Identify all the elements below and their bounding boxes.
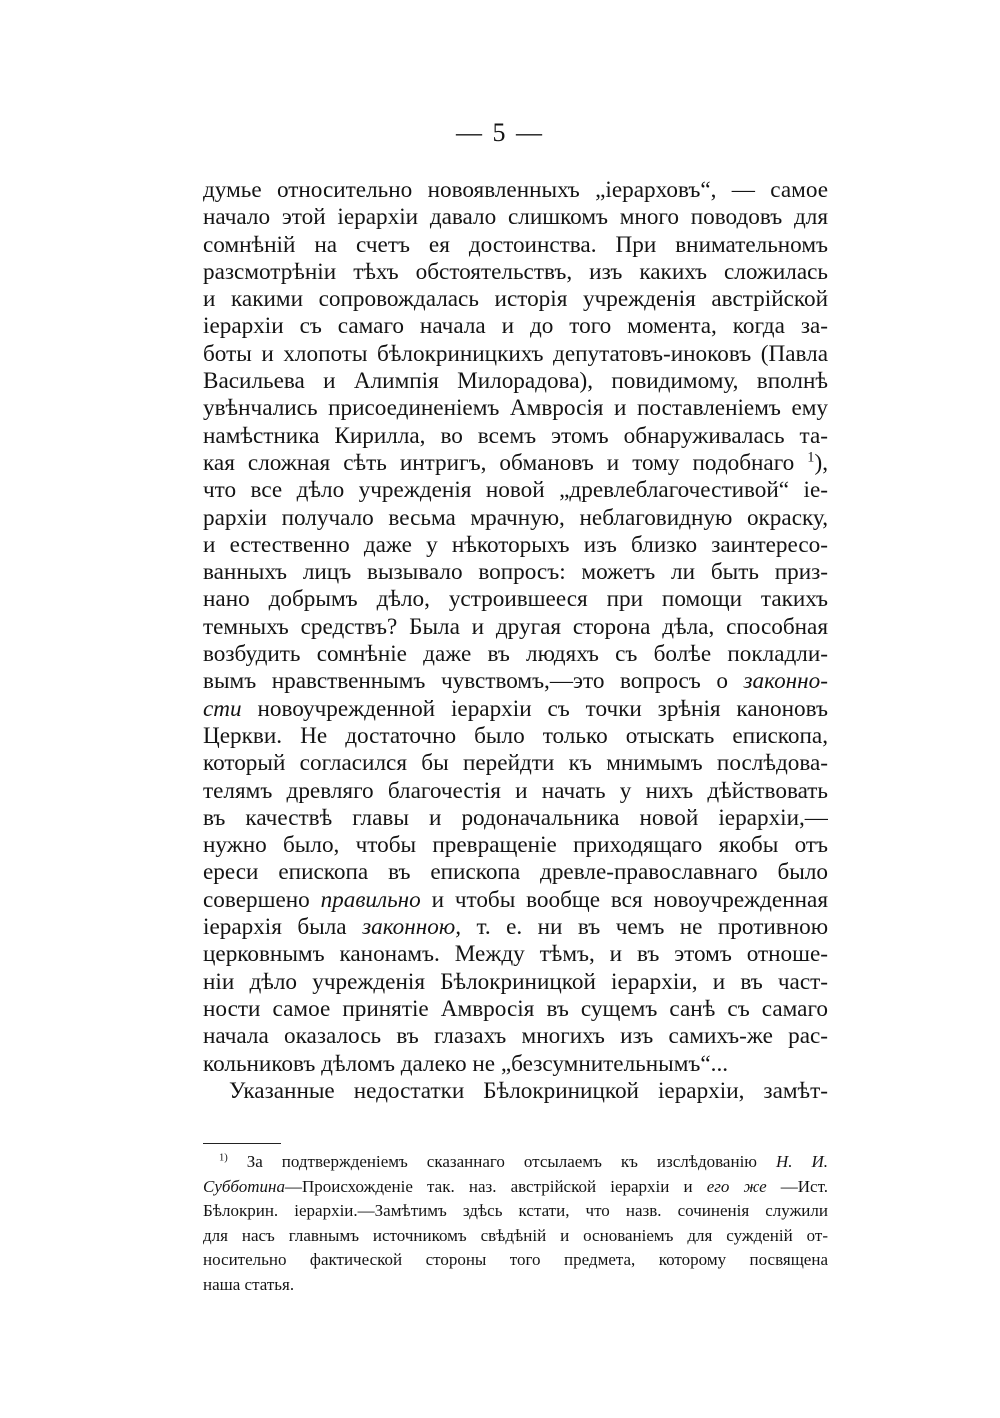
text-line: Церкви. Не достаточно было только отыскать епископа, xyxy=(203,722,828,749)
footnote-line xyxy=(203,1150,828,1175)
footnote-line: наша статья. xyxy=(203,1274,295,1294)
text-line: думье относительно новоявленныхъ „iерарховъ“, — самое xyxy=(203,177,828,203)
footnote-reference: 1 xyxy=(807,449,815,466)
text-line: боты и хлопоты бѣлокриницкихъ депутатовъ-иноковъ (Павла xyxy=(203,340,828,367)
text-run: —Ист. xyxy=(780,1176,828,1196)
text-line: сомнѣнiй на счетъ ея достоинства. При внимательномъ xyxy=(203,231,828,258)
text-line: который согласился бы перейдти къ мнимымъ послѣдова- xyxy=(203,750,828,777)
text-line: нано добрымъ дѣло, устроившееся при помощи такихъ xyxy=(203,586,828,613)
text-line xyxy=(203,887,828,914)
text-line: и какими сопровождалась исторiя учрежденiя австрiйской xyxy=(203,286,828,313)
text-line: начало этой iерархiи давало слишкомъ много поводовъ для xyxy=(203,204,828,231)
text-line: намѣстника Кирилла, во всемъ этомъ обнаруживалась та- xyxy=(203,422,828,449)
text-line: iерархiи съ самаго начала и до того момента, когда за- xyxy=(203,313,828,340)
text-line: что все дѣло учрежденiя новой „древлеблагочестивой“ iе- xyxy=(203,477,828,504)
text-line xyxy=(203,696,828,723)
text-line: телямъ древляго благочестiя и начать у нихъ дѣйствовать xyxy=(203,777,828,804)
text-line: ванныхъ лицъ вызывало вопросъ: можетъ ли быть приз- xyxy=(203,559,828,586)
text-line: рархiи получало весьма мрачную, неблаговидную окраску, xyxy=(203,504,828,531)
text-line: увѣнчались присоединенiемъ Амвросiя и поставленiемъ ему xyxy=(203,395,828,422)
text-line: возбудить сомнѣнiе даже въ людяхъ съ болѣе покладли- xyxy=(203,641,828,668)
text-line xyxy=(203,450,828,477)
body-text xyxy=(203,177,828,1105)
text-line xyxy=(203,668,828,695)
text-line: въ качествѣ главы и родоначальника новой iерархiи,— xyxy=(203,804,828,831)
text-line: Указанные недостатки Бѣлокриницкой iерархiи, замѣт- xyxy=(229,1077,828,1104)
italic-emphasis: сти xyxy=(203,695,242,722)
text-run: вымъ нравственнымъ чувствомъ,—это вопросъ о xyxy=(203,668,728,695)
italic-emphasis: Н. И. xyxy=(775,1152,828,1171)
text-line: нужно было, чтобы превращенiе приходящаго якобы отъ xyxy=(203,832,828,859)
footnote-line: для насъ главнымъ источникомъ свѣдѣнiй и основанiемъ для сужденiй от- xyxy=(203,1225,828,1245)
text-run: За подтвержденiемъ сказаннаго отсылаемъ къ изслѣдованiю xyxy=(246,1152,757,1171)
text-line: и естественно даже у нѣкоторыхъ изъ близко заинтересо- xyxy=(203,531,828,558)
footnote xyxy=(203,1150,828,1297)
page-number: — 5 — xyxy=(456,118,544,147)
footnote-divider xyxy=(203,1143,281,1144)
text-line: кольниковъ дѣломъ далеко не „безсумнительнымъ“... xyxy=(203,1050,729,1077)
italic-emphasis: его же xyxy=(706,1176,767,1196)
text-run: iерархiя была xyxy=(203,914,347,941)
text-run: и чтобы вообще вся новоучрежденная xyxy=(431,886,828,913)
text-line: ереси епископа въ епископа древле-православнаго было xyxy=(203,859,828,886)
italic-emphasis: Субботина xyxy=(203,1176,285,1196)
italic-emphasis: правильно xyxy=(320,886,421,913)
text-run: совершено xyxy=(203,886,310,913)
text-line: нiи дѣло учрежденiя Бѣлокриницкой iерархiи, и въ част- xyxy=(203,968,828,995)
text-line: ности самое принятiе Амвросiя въ сущемъ санѣ съ самаго xyxy=(203,995,828,1022)
footnote-line: носительно фактической стороны того предмета, которому посвящена xyxy=(203,1250,828,1269)
text-line: темныхъ средствъ? Была и другая сторона дѣла, способная xyxy=(203,613,828,640)
text-line: разсмотрѣнiи тѣхъ обстоятельствъ, изъ какихъ сложилась xyxy=(203,258,828,285)
footnote-marker: 1) xyxy=(219,1152,228,1164)
text-run: ), xyxy=(814,449,828,476)
text-line: церковнымъ канонамъ. Между тѣмъ, и въ этомъ отноше- xyxy=(203,941,828,968)
italic-emphasis: законною, xyxy=(362,914,462,941)
text-run: т. е. ни въ чемъ не противною xyxy=(476,914,828,941)
text-line: начала оказалось въ глазахъ многихъ изъ самихъ-же рас- xyxy=(203,1023,828,1050)
footnote-line xyxy=(203,1175,828,1200)
text-line xyxy=(203,914,828,941)
text-run: кая сложная сѣть интригъ, обмановъ и тому подобнаго xyxy=(203,449,795,476)
text-run: —Происхожденiе так. наз. австрiйской iерархiи и xyxy=(284,1176,693,1196)
text-line: Васильева и Алимпiя Милорадова), повидимому, вполнѣ xyxy=(203,368,828,395)
footnote-line: Бѣлокрин. iерархiи.—Замѣтимъ здѣсь кстати, что назв. сочиненiя служили xyxy=(203,1201,828,1220)
italic-emphasis: законно- xyxy=(743,668,828,695)
text-run: новоучрежденной iерархiи съ точки зрѣнiя каноновъ xyxy=(257,695,828,722)
